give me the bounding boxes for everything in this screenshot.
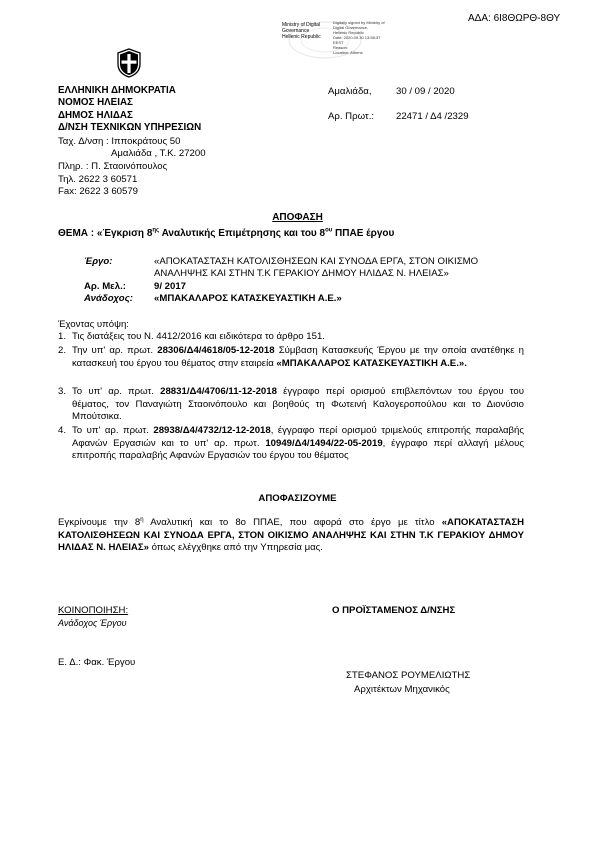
contact-person: Πληρ. : Π. Σταοινόπουλος (58, 161, 168, 172)
subject-text: «Έγκριση $8^{\eta\varsigma}$ Αναλυτικής Επιμέτρησης και του $8^{o\upsilon}$ ΠΠΑΕ έργου (96, 227, 395, 239)
contractor-name: «ΜΠΑΚΑΛΑΡΟΣ ΚΑΤΑΣΚΕΥΑΣΤΙΚΗ Α.Ε.» (154, 293, 342, 304)
document-date: 30 / 09 / 2020 (396, 86, 455, 97)
coat-of-arms-icon (116, 48, 142, 78)
list-item: 3. Το υπ' αρ. πρωτ. 28831/Δ4/4706/11-12-2018 έγγραφο περί ορισμού επιβλεπόντων του έργου του θέματος, τον Παναγιώτη Σταοινόπουλο και βοηθούς τη Φωτεινή Καλογεροπούλου και το Διονύσιο Μπούτσικα. (58, 386, 524, 422)
notify-recipient: Ανάδοχος Έργου (58, 618, 127, 628)
subject-line (58, 228, 394, 239)
address-city: Αμαλιάδα , Τ.Κ. 27200 (111, 148, 206, 159)
seal-detail-line: Digitally signed by Ministry of (333, 20, 385, 25)
signer-role: Αρχιτέκτων Μηχανικός (354, 684, 450, 695)
internal-distribution: Ε. Δ.: Φακ. Έργου (58, 657, 136, 668)
header-org-line: Δ/ΝΣΗ ΤΕΧΝΙΚΩΝ ΥΠΗΡΕΣΙΩΝ (58, 121, 202, 133)
header-org-line: ΕΛΛΗΝΙΚΗ ΔΗΜΟΚΡΑΤΙΑ (58, 85, 176, 96)
list-item: 2. Την υπ' αρ. πρωτ. 28306/Δ4/4618/05-12-2018 Σύμβαση Κατασκευής Έργου με την οποία ανατέθηκε η κατασκευή του έργου του θέματος στην εταιρεία «ΜΠΑΚΑΛΑΡΟΣ ΚΑΤΑΣΚΕΥΑΣΤΙΚΗ Α.Ε.». (58, 345, 524, 369)
document-title: ΑΠΟΦΑΣΗ (272, 212, 323, 223)
signature-seal (277, 19, 385, 61)
study-number: 9/ 2017 (154, 281, 187, 292)
subject-label: ΘΕΜΑ : (58, 228, 95, 239)
director-title: Ο ΠΡΟΪΣΤΑΜΕΝΟΣ Δ/ΝΣΗΣ (332, 605, 456, 616)
seal-org-line: Governance (282, 28, 310, 34)
project-work-label: Έργο: (84, 256, 113, 267)
signer-name: ΣΤΕΦΑΝΟΣ ΡΟΥΜΕΛΙΩΤΗΣ (346, 670, 471, 681)
decision-text: Εγκρίνουμε την $8^\eta$ Αναλυτική και το 8ο ΠΠΑΕ, που αφορά στο έργο με τίτλο «ΑΠΟΚΑΤΑΣΤΑΣΗ ΚΑΤΟΛΙΣΘΗΣΕΩΝ ΚΑΙ ΣΥΝΟΔΑ ΕΡΓΑ, ΣΤΟΝ ΟΙΚΙΣΜΟ ΑΝΑΛΗΨΗΣ ΚΑΙ ΣΤΗΝ Τ.Κ ΓΕΡΑΚΙΟΥ ΔΗΜΟΥ ΗΛΙΔΑΣ Ν. ΗΛΕΙΑΣ» όπως ελέγχθηκε από την Υπηρεσία μας. (58, 516, 525, 553)
decision-heading: ΑΠΟΦΑΣΙΖΟΥΜΕ (258, 493, 337, 504)
seal-detail-line: Digital Governance, (333, 25, 369, 30)
place-label: Αμαλιάδα, (328, 86, 372, 97)
ada-code: ΑΔΑ: 6Ι8ΘΩΡΘ-8ΘΥ (468, 13, 561, 24)
protocol-number: 22471 / Δ4 /2329 (396, 111, 469, 122)
protocol-label: Αρ. Πρωτ.: (328, 111, 375, 122)
seal-org-line: Hellenic Republic (282, 34, 321, 40)
fax-number: Fax: 2622 3 60579 (58, 186, 139, 197)
considering-heading: Έχοντας υπόψη: (58, 319, 129, 330)
project-work-title: «ΑΠΟΚΑΤΑΣΤΑΣΗ ΚΑΤΟΛΙΣΘΗΣΕΩΝ ΚΑΙ ΣΥΝΟΔΑ ΕΡΓΑ, ΣΤΟΝ ΟΙΚΙΣΜΟ ΑΝΑΛΗΨΗΣ ΚΑΙ ΣΤΗΝ Τ.Κ ΓΕΡΑΚΙΟΥ ΔΗΜΟΥ ΗΛΙΔΑΣ Ν. ΗΛΕΙΑΣ» (154, 256, 479, 279)
seal-detail-line: Reason: (333, 45, 348, 50)
seal-detail-line: Date: 2020.09.30 13:58:37 (333, 35, 381, 40)
seal-org-line: Ministry of Digital (282, 22, 321, 28)
study-label: Αρ. Μελ.: (84, 281, 126, 292)
contractor-label: Ανάδοχος: (84, 293, 133, 304)
list-item: 1. Τις διατάξεις του Ν. 4412/2016 και ειδικότερα το άρθρο 151. (58, 331, 325, 342)
seal-detail-line: EEST (333, 40, 344, 45)
seal-detail-line: Location: Athens (333, 50, 363, 55)
list-item: 4. Το υπ' αρ. πρωτ. 28938/Δ4/4732/12-12-2018, έγγραφο περί ορισμού τριμελούς επιτροπής παραλαβής Αφανών Εργασιών και το υπ' αρ. πρωτ. 10949/Δ4/1494/22-05-2019, έγγραφο περί αλλαγή μέλους επιτροπής παραλαβής Αφανών Εργασιών του έργου του θέματος (58, 425, 524, 461)
address-line: Ταχ. Δ/νση : Ιπποκράτους 50 (58, 136, 181, 147)
seal-detail-line: Hellenic Republic (333, 30, 364, 35)
phone-number: Τηλ. 2622 3 60571 (58, 174, 138, 185)
notify-label: ΚΟΙΝΟΠΟΙΗΣΗ: (58, 605, 129, 616)
header-org-line: ΝΟΜΟΣ ΗΛΕΙΑΣ (58, 97, 133, 109)
header-org-line: ΔΗΜΟΣ ΗΛΙΔΑΣ (58, 109, 133, 121)
